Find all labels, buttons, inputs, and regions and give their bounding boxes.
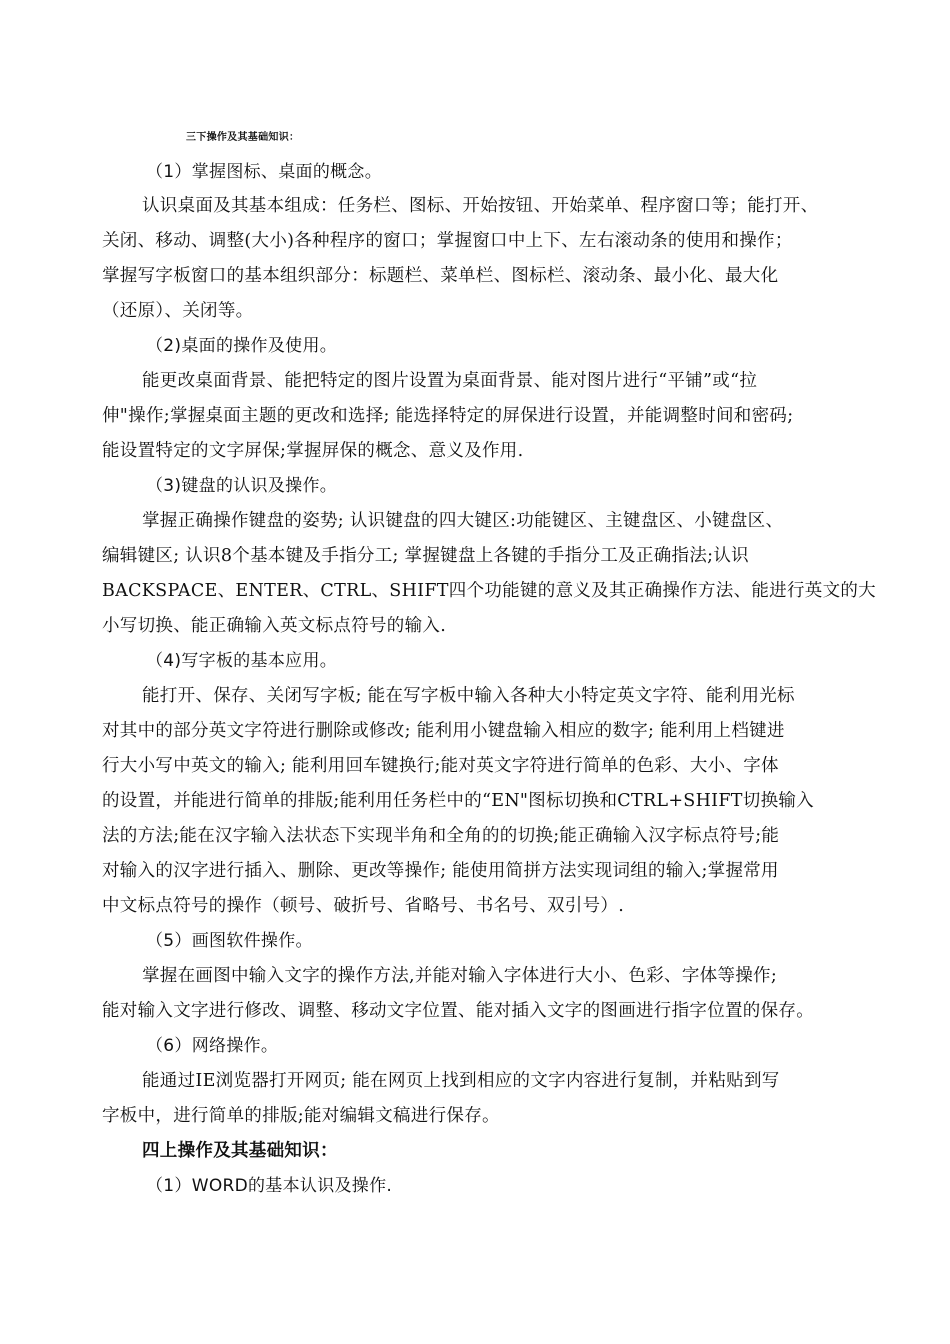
item4-line: 对输入的汉字进行插入、删除、更改等操作; 能使用简拼方法实现词组的输入;掌握常用 bbox=[102, 861, 779, 881]
item2-line: 伸"操作;掌握桌面主题的更改和选择; 能选择特定的屏保进行设置，并能调整时间和密码; bbox=[102, 406, 794, 426]
item1-title: （1）掌握图标、桌面的概念。 bbox=[146, 162, 383, 182]
item2-line: 能更改桌面背景、能把特定的图片设置为桌面背景、能对图片进行“平铺”或“拉 bbox=[142, 371, 758, 391]
item2-line: 能设置特定的文字屏保;掌握屏保的概念、意义及作用. bbox=[102, 441, 524, 461]
item3-line: BACKSPACE、ENTER、CTRL、SHIFT四个功能键的意义及其正确操作方法、能进行英文的大 bbox=[102, 581, 876, 601]
item6-line: 字板中，进行简单的排版;能对编辑文稿进行保存。 bbox=[102, 1106, 500, 1126]
item1-line: （还原）、关闭等。 bbox=[102, 301, 254, 321]
item3-line: 编辑键区; 认识8个基本键及手指分工; 掌握键盘上各键的手指分工及正确指法;认识 bbox=[102, 546, 749, 566]
item1-line: 认识桌面及其基本组成：任务栏、图标、开始按钮、开始菜单、程序窗口等；能打开、 bbox=[142, 196, 819, 216]
item4-line: 的设置，并能进行简单的排版;能利用任务栏中的“EN"图标切换和CTRL+SHIFT切换输入 bbox=[102, 791, 814, 811]
item3-line: 掌握正确操作键盘的姿势; 认识键盘的四大键区:功能键区、主键盘区、小键盘区、 bbox=[142, 511, 784, 531]
section3-heading: 三下操作及其基础知识： bbox=[186, 132, 300, 143]
item4-line: 对其中的部分英文字符进行删除或修改; 能利用小键盘输入相应的数字; 能利用上档键进 bbox=[102, 721, 785, 741]
item4-line: 能打开、保存、关闭写字板; 能在写字板中输入各种大小特定英文字符、能利用光标 bbox=[142, 686, 795, 706]
item4-line: 中文标点符号的操作（顿号、破折号、省略号、书名号、双引号）. bbox=[102, 896, 625, 916]
item5-title: （5）画图软件操作。 bbox=[146, 931, 313, 951]
item1-line: 关闭、移动、调整(大小)各种程序的窗口；掌握窗口中上下、左右滚动条的使用和操作； bbox=[102, 231, 793, 251]
item6-title: （6）网络操作。 bbox=[146, 1036, 279, 1056]
item3-line: 小写切换、能正确输入英文标点符号的输入. bbox=[102, 616, 447, 636]
section4-item1-title: （1）WORD的基本认识及操作. bbox=[146, 1176, 393, 1196]
item5-line: 掌握在画图中输入文字的操作方法,并能对输入字体进行大小、色彩、字体等操作; bbox=[142, 966, 778, 986]
item4-line: 行大小写中英文的输入; 能利用回车键换行;能对英文字符进行简单的色彩、大小、字体 bbox=[102, 756, 779, 776]
section4-heading: 四上操作及其基础知识： bbox=[142, 1141, 338, 1161]
item3-title: （3)键盘的认识及操作。 bbox=[146, 476, 338, 496]
item4-line: 法的方法;能在汉字输入法状态下实现半角和全角的的切换;能正确输入汉字标点符号;能 bbox=[102, 826, 780, 846]
item6-line: 能通过IE浏览器打开网页; 能在网页上找到相应的文字内容进行复制，并粘贴到写 bbox=[142, 1071, 780, 1091]
item2-title: （2)桌面的操作及使用。 bbox=[146, 336, 338, 356]
item1-line: 掌握写字板窗口的基本组织部分：标题栏、菜单栏、图标栏、滚动条、最小化、最大化 bbox=[102, 266, 779, 286]
item4-title: （4)写字板的基本应用。 bbox=[146, 651, 338, 671]
item5-line: 能对输入文字进行修改、调整、移动文字位置、能对插入文字的图画进行指字位置的保存。 bbox=[102, 1001, 814, 1021]
